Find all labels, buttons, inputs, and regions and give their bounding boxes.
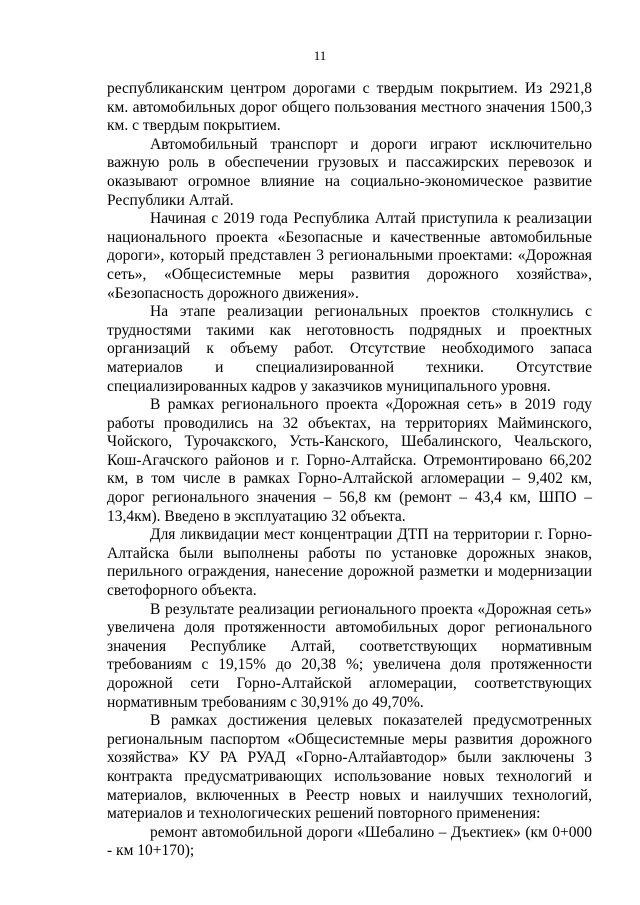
paragraph-repair-item: ремонт автомобильной дороги «Шебалино – Дъектиек» (км 0+000 - км 10+170);: [107, 823, 592, 860]
paragraph-results: В результате реализации регионального проекта «Дорожная сеть» увеличена доля протяженности автомобильных дорог регионального значения Республике Алтай, соответствующих нормативным требованиям с 19,15% до 20,38 %; увеличена доля протяженности дорожной сети Горно-Алтайской агломерации, соответствующих нормативным требованиям с 30,91% до 49,70%.: [107, 600, 592, 711]
page-number: 11: [313, 48, 327, 63]
document-body: [107, 80, 592, 861]
paragraph-difficulties: На этапе реализации региональных проектов столкнулись с трудностями такими как неготовность подрядных и проектных организаций к объему работ. Отсутствие необходимого запаса материалов и специализированной техники. Отсутствие специализированных кадров у заказчиков муниципального уровня.: [107, 303, 592, 395]
paragraph-continuation: республиканским центром дорогами с твердым покрытием. Из 2921,8 км. автомобильных дорог общего пользования местного значения 1500,3 км. с твердым покрытием.: [107, 80, 592, 135]
paragraph-national-project: Начиная с 2019 года Республика Алтай приступила к реализации национального проекта «Безопасные и качественные автомобильные дороги», который представлен 3 региональными проектами: «Дорожная сеть», «Общесистемные меры развития дорожного хозяйства», «Безопасность дорожного движения».: [107, 210, 592, 302]
paragraph-road-network-2019: В рамках регионального проекта «Дорожная сеть» в 2019 году работы проводились на 32 объектах, на территориях Майминского, Чойского, Турочакского, Усть-Канского, Шебалинского, Чеальского, Кош-Агачского районов и г. Горно-Алтайска. Отремонтировано 66,202 км, в том числе в рамках Горно-Алтайской агломерации – 9,402 км, дорог регионального значения – 56,8 км (ремонт – 43,4 км, ШПО – 13,4км). Введено в эксплуатацию 32 объекта.: [107, 396, 592, 525]
paragraph-accident-sites: Для ликвидации мест концентрации ДТП на территории г. Горно-Алтайска были выполнены работы по установке дорожных знаков, перильного ограждения, нанесение дорожной разметки и модернизации светофорного объекта.: [107, 526, 592, 600]
paragraph-contracts: В рамках достижения целевых показателей предусмотренных региональным паспортом «Общесистемные меры развития дорожного хозяйства» КУ РА РУАД «Горно-Алтайавтодор» были заключены 3 контракта предусматривающих использование новых технологий и материалов, включенных в Реестр новых и наилучших технологий, материалов и технологических решений повторного применения:: [107, 712, 592, 823]
paragraph-transport-role: Автомобильный транспорт и дороги играют исключительно важную роль в обеспечении грузовых и пассажирских перевозок и оказывают огромное влияние на социально-экономическое развитие Республики Алтай.: [107, 135, 592, 209]
